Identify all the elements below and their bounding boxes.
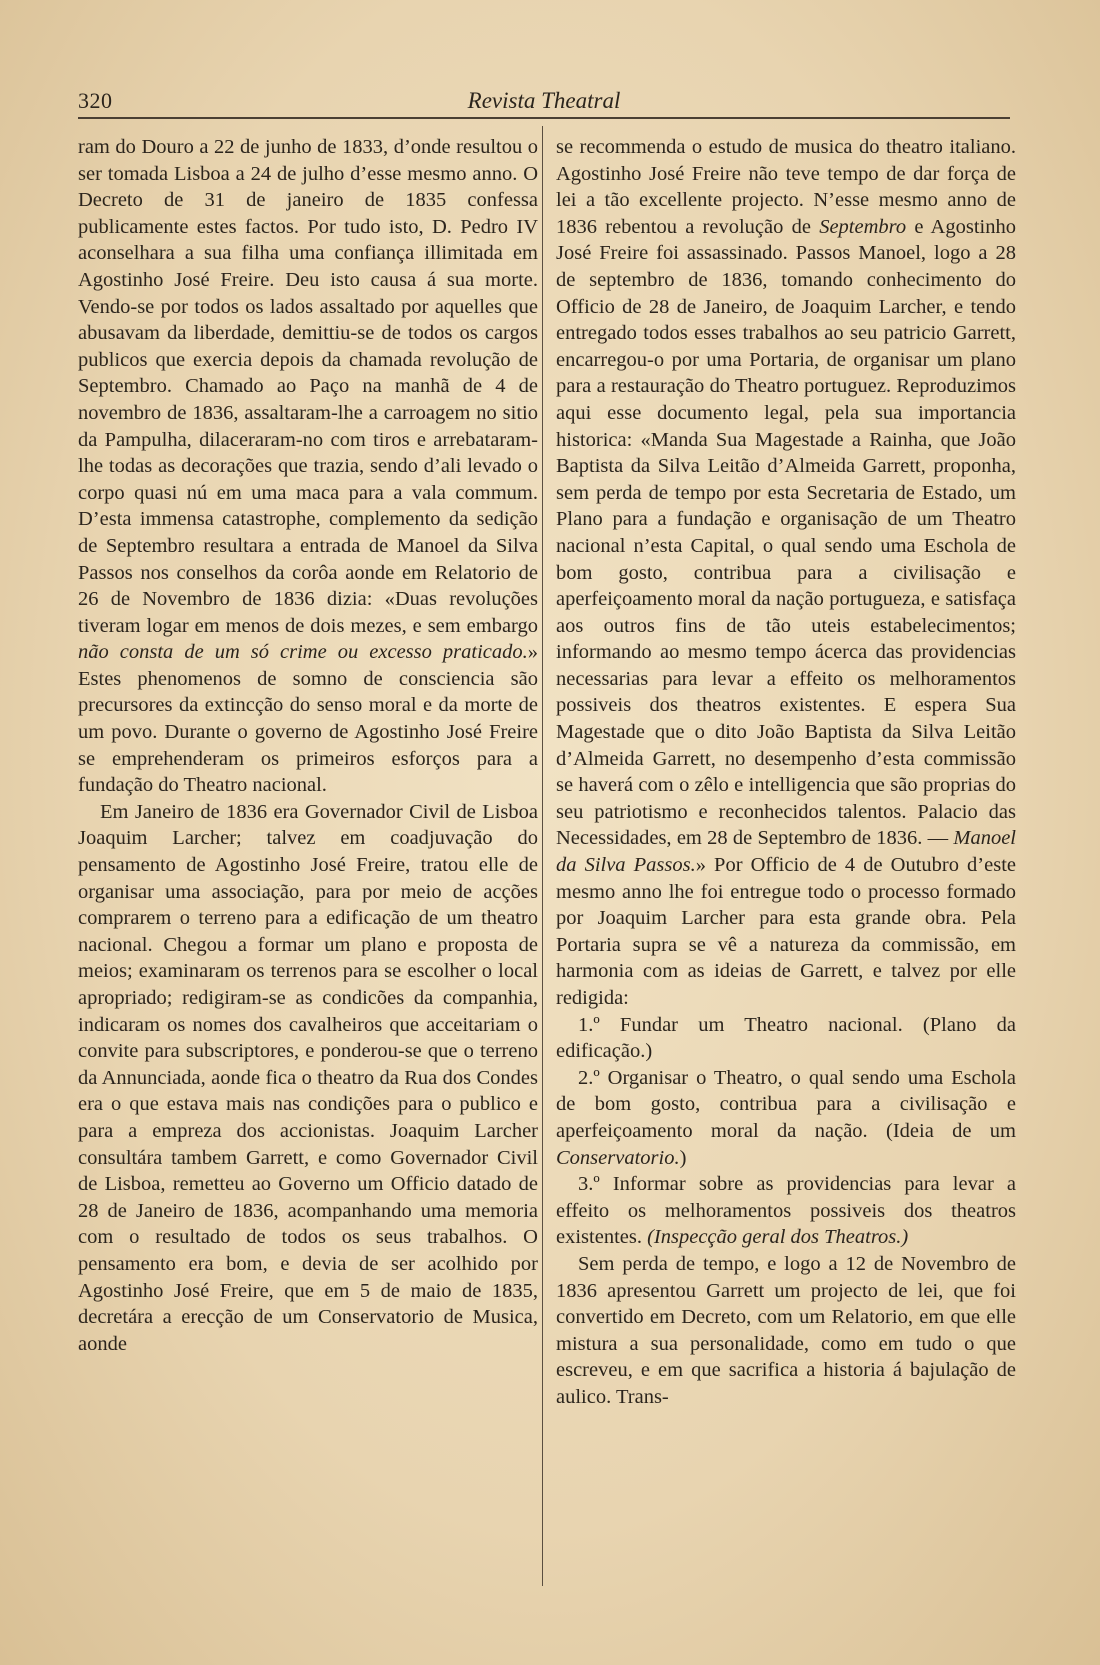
page-header xyxy=(78,86,1010,120)
text-run: ram do Douro a 22 de junho de 1833, d’onde resultou o ser tomada Lisboa a 24 de julho d’esse mesmo anno. O Decreto de 31 de janeiro de 1835 confessa publicamente estes factos. Por tudo isto, D. Pedro IV aconselhara a sua filha uma confiança illimitada em Agostinho José Freire. Deu isto causa á sua morte. Vendo-se por todos os lados assaltado por aquelles que abusavam da liberdade, demittiu-se de todos os cargos publicos que exercia depois da chamada revolução de Septembro. Chamado ao Paço na manhã de 4 de novembro de 1836, assaltaram-lhe a carroagem no sitio da Pampulha, dilaceraram-no com tiros e arrebataram-lhe todas as decorações que trazia, sendo d’ali levado o corpo quasi nú em uma maca para a vala commum. D’esta immensa catastrophe, complemento da sedição de Septembro resultara a entrada de Manoel da Silva Passos nos conselhos da corôa aonde em Relatorio de 26 de Novembro de 1836 dizia: «Duas revoluções tiveram logar em menos de dois mezes, e sem embargo xyxy=(78,136,538,637)
header-rule xyxy=(78,117,1010,119)
page-number: 320 xyxy=(78,88,113,113)
italic-run: (Inspecção geral dos Theatros.) xyxy=(647,1226,909,1249)
text-run: ) xyxy=(679,1146,687,1169)
list-item-1: 1.º Fundar um Theatro nacional. (Plano da edificação.) xyxy=(556,1013,1016,1063)
italic-run: Septembro xyxy=(819,215,907,238)
running-title: Revista Theatral xyxy=(467,88,621,113)
text-run: 2.º Organisar o Theatro, o qual sendo uma Eschola de bom gosto, contribua para a civilisação e aperfeiçoamento moral da nação. (Ideia de um xyxy=(556,1066,1016,1142)
italic-run: Manoel da Silva Passos. xyxy=(556,827,1016,877)
right-column xyxy=(556,134,1016,1411)
text-run: se recommenda o estudo de musica do theatro italiano. Agostinho José Freire não teve tempo de dar força de lei a tão excellente projecto. N’esse mesmo anno de 1836 rebentou a revolução de xyxy=(556,136,1016,238)
text-run: » Estes phenomenos de somno de consciencia são precursores da extincção do senso moral e da morte de um povo. Durante o governo de Agostinho José Freire se emprehenderam os primeiros esforços para a fundação do Theatro nacional. xyxy=(78,641,538,797)
right-paragraph-1 xyxy=(556,134,1016,1012)
text-run: » Por Officio de 4 de Outubro d’este mesmo anno lhe foi entregue todo o processo formado por Joaquim Larcher para esta grande obra. Pela Portaria supra se vê a natureza da commissão, em harmonia com as ideias de Garrett, e talvez por elle redigida: xyxy=(556,854,1016,1009)
text-run: 3.º Informar sobre as providencias para levar a effeito os melhoramentos possiveis dos theatros existentes. xyxy=(556,1173,1016,1249)
italic-run: Conservatorio. xyxy=(556,1146,680,1169)
left-paragraph-2: Em Janeiro de 1836 era Governador Civil de Lisboa Joaquim Larcher; talvez em coadjuvação do pensamento de Agostinho José Freire, tratou elle de organisar uma associação, para por meio de acções comprarem o terreno para a edificação de um theatro nacional. Chegou a formar um plano e proposta de meios; examinaram os terrenos para se escolher o local apropriado; redigiram-se as condicões da companhia, indicaram os nomes dos cavalheiros que acceitariam o convite para subscriptores, e ponderou-se que o terreno da Annunciada, aonde fica o theatro da Rua dos Condes era o que estava mais nas condições para o publico e para a empreza dos accionistas. Joaquim Larcher consultára tambem Garrett, e como Governador Civil de Lisboa, remetteu ao Governo um Officio datado de 28 de Janeiro de 1836, acompanhando uma memoria com o resultado de todos os seus trabalhos. O pensamento era bom, e devia de ser acolhido por Agostinho José Freire, que em 5 de maio de 1835, decretára a erecção de um Conservatorio de Musica, aonde xyxy=(78,800,538,1355)
left-paragraph-1 xyxy=(78,134,538,799)
list-item-2 xyxy=(556,1065,1016,1171)
column-divider xyxy=(542,126,543,1586)
left-column xyxy=(78,134,538,1357)
text-run: e Agostinho José Freire foi assassinado. Passos Manoel, logo a 28 de septembro de 1836, tomando conhecimento do Officio de 28 de Janeiro, de Joaquim Larcher, e tendo entregado todos esses trabalhos ao seu patricio Garrett, encarregou-o por uma Portaria, de organisar um plano para a restauração do Theatro portuguez. Reproduzimos aqui esse documento legal, pela sua importancia historica: «Manda Sua Magestade a Rainha, que João Baptista da Silva Leitão d’Almeida Garrett, proponha, sem perda de tempo por esta Secretaria de Estado, um Plano para a fundação e organisação de um Theatro nacional n’esta Capital, o qual sendo uma Eschola de bom gosto, contribua para a civilisação e aperfeiçoamento moral da nação portugueza, e satisfaça aos outros fins de tão uteis estabelecimentos; informando ao mesmo tempo ácerca das providencias necessarias para levar a effeito os melhoramentos possiveis dos theatros existentes. E espera Sua Magestade que o dito João Baptista da Silva Leitão d’Almeida Garrett, no desempenho d’esta commissão se haverá com o zêlo e intelligencia que são proprias do seu patriotismo e reconhecidos talentos. Palacio das Necessidades, em 28 de Septembro de 1836. — xyxy=(556,215,1016,850)
list-item-3 xyxy=(556,1171,1016,1251)
italic-run: não consta de um só crime ou excesso praticado. xyxy=(78,641,528,664)
right-paragraph-last: Sem perda de tempo, e logo a 12 de Novembro de 1836 apresentou Garrett um projecto de lei, que foi convertido em Decreto, com um Relatorio, em que elle mistura a sua personalidade, como em tudo o que escreveu, e em que sacrifica a historia á bajulação de aulico. Trans- xyxy=(556,1252,1016,1408)
